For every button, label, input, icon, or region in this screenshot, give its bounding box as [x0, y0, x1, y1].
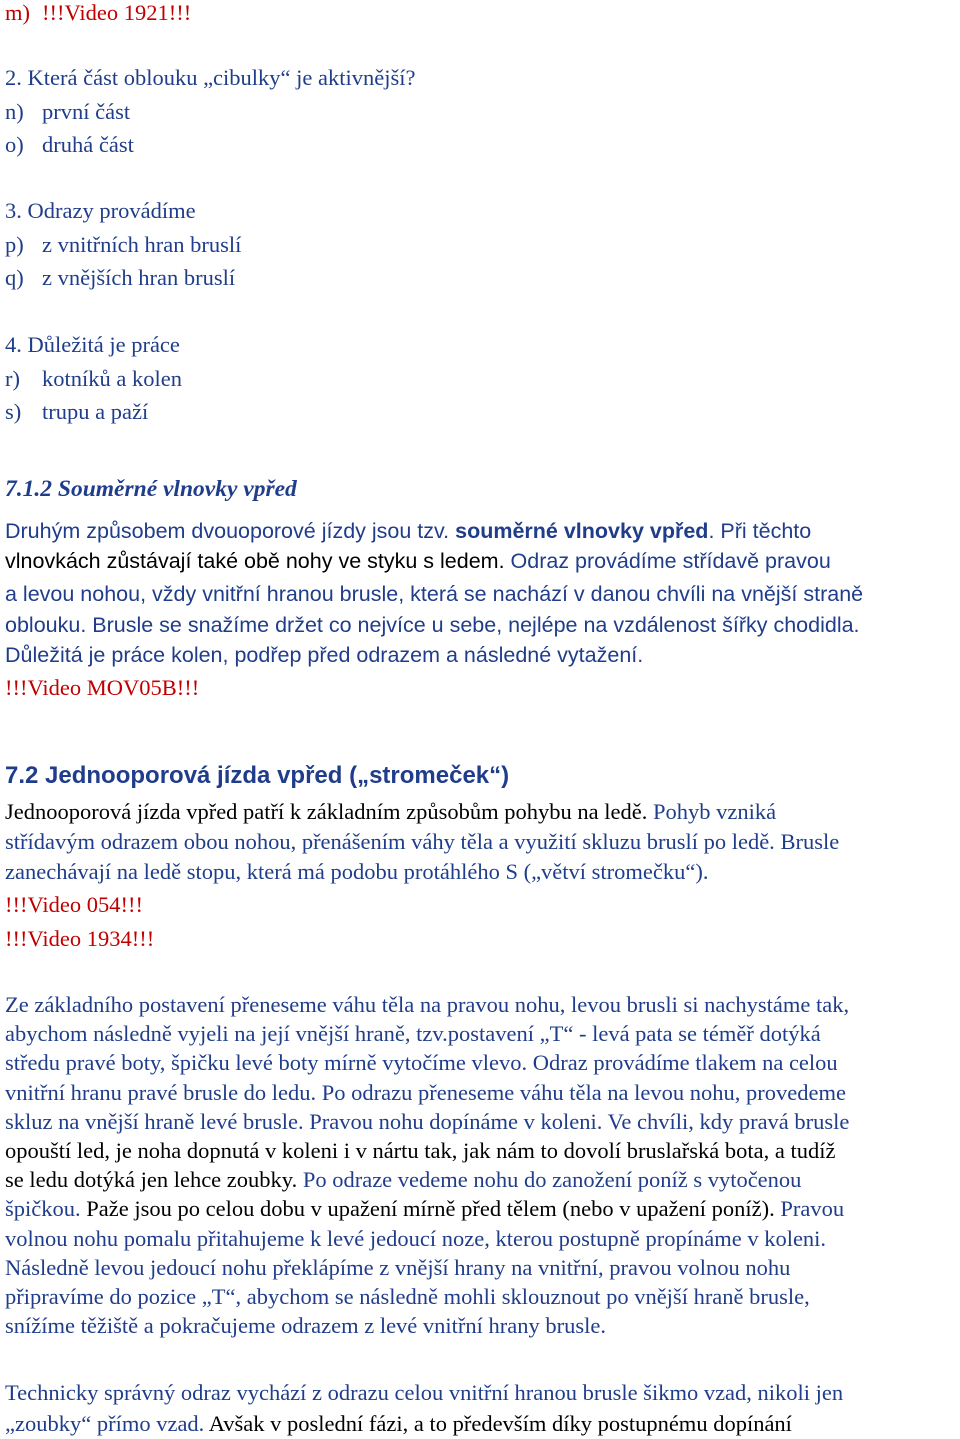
section-number: 7.1.2	[5, 476, 52, 502]
text-run: „zoubky“ přímo vzad.	[5, 1411, 205, 1436]
text-run: Ze základního postavení přeneseme váhu těla na pravou nohu, levou brusli si nachystáme tak,	[5, 992, 850, 1017]
video-reference: !!!Video 1934!!!	[5, 926, 155, 951]
text-run: Pravou nohu dopínáme v koleni.	[303, 1108, 603, 1134]
text-run: Po odraze vedeme nohu do zanožení poníž s vytočenou	[297, 1167, 802, 1193]
text-run: skluz na vnější hraně levé brusle.	[5, 1108, 304, 1134]
term-bold: souměrné vlnovky vpřed	[455, 519, 709, 543]
text-run: Odraz provádíme tlakem na celou	[527, 1050, 838, 1076]
option-letter: q)	[5, 265, 24, 290]
text-run: Brusle	[774, 829, 840, 854]
paragraph-line	[5, 551, 831, 573]
paragraph-line	[5, 1140, 835, 1163]
text-run: vlnovkách zůstávají také obě nohy ve styku s ledem.	[5, 549, 505, 573]
paragraph-line	[5, 615, 860, 637]
text-run: střídavým odrazem obou nohou, přenášením váhy těla a využití skluzu bruslí po ledě.	[5, 829, 775, 854]
quiz-question-4: 4. Důležitá je práce	[5, 332, 180, 357]
text-run: Po odrazu přeneseme váhu těla na levou nohu, provedeme	[316, 1079, 846, 1105]
quiz-question-2: 2. Která část oblouku „cibulky“ je aktivnější?	[5, 65, 416, 90]
option-letter: s)	[5, 399, 22, 424]
option-text: z vnitřních hran bruslí	[42, 232, 242, 257]
text-run: volnou nohu pomalu přitahujeme k levé jedoucí noze, kterou postupně propínáme v koleni.	[5, 1225, 827, 1251]
paragraph-line: zanechávají na ledě stopu, která má podobu protáhlého S („větví stromečku“).	[5, 859, 709, 884]
text-run: špičkou.	[5, 1196, 81, 1222]
text-run: abychom následně vyjeli na její vnější hraně, tzv.postavení „T“ - levá pata se téměř dotýká	[5, 1021, 821, 1047]
paragraph-line	[5, 1286, 810, 1309]
text-run: oblouku.	[5, 613, 87, 637]
option-text: druhá část	[42, 132, 134, 157]
text-run: Druhým způsobem dvouoporové jízdy jsou tzv.	[5, 519, 456, 543]
option-text: trupu a paží	[42, 399, 149, 424]
paragraph-line	[5, 801, 776, 824]
section-heading-712	[5, 478, 297, 502]
text-run: Paže jsou po celou dobu v upažení mírně před tělem (nebo v upažení poníž).	[80, 1196, 775, 1222]
video-reference: !!!Video 054!!!	[5, 892, 143, 917]
paragraph-line	[5, 1108, 850, 1134]
text-run: Odraz provádíme střídavě pravou	[504, 549, 831, 573]
paragraph-line	[5, 1023, 821, 1046]
section-heading-72: 7.2 Jednooporová jízda vpřed („stromeček“)	[5, 762, 510, 789]
text-run: vnitřní hranu pravé brusle do ledu.	[5, 1079, 317, 1105]
text-run: . Při těchto	[708, 519, 812, 543]
video-reference: !!!Video MOV05B!!!	[5, 675, 200, 700]
text-run: Následně levou jedoucí nohu překlápíme z vnější hrany na vnitřní, pravou volnou nohu	[5, 1254, 791, 1280]
text-run: snížíme těžiště a pokračujeme odrazem z levé vnitřní hrany brusle.	[5, 1313, 607, 1339]
paragraph-line	[5, 1254, 791, 1280]
paragraph-line	[5, 1079, 846, 1105]
paragraph-line	[5, 994, 849, 1017]
option-letter: r)	[5, 366, 20, 391]
text-run: Pravou	[774, 1196, 845, 1222]
paragraph-line: Důležitá je práce kolen, podřep před odrazem a následné vytažení.	[5, 643, 644, 667]
option-letter: m)	[5, 0, 30, 25]
text-run: Pohyb vzniká	[647, 799, 777, 824]
option-text: kotníků a kolen	[42, 366, 182, 391]
paragraph-line	[5, 521, 811, 543]
paragraph-line	[5, 1315, 606, 1338]
text-run: Ve chvíli, kdy pravá brusle	[602, 1108, 850, 1134]
option-text: z vnějších hran bruslí	[42, 265, 236, 290]
paragraph-line	[5, 1225, 827, 1251]
paragraph-line	[5, 831, 839, 854]
paragraph-line	[5, 1382, 843, 1405]
option-text: první část	[42, 99, 131, 124]
paragraph-line	[5, 1052, 838, 1075]
section-title: Souměrné vlnovky vpřed	[52, 476, 297, 502]
text-run: Technicky správný odraz vychází z odrazu celou vnitřní hranou brusle šikmo vzad, nikoli jen	[5, 1380, 844, 1405]
paragraph-line	[5, 1413, 792, 1436]
text-run: připravíme do pozice „T“, abychom se následně mohli sklouznout po vnější hraně brusle,	[5, 1284, 810, 1309]
video-reference: !!!Video 1921!!!	[42, 0, 192, 25]
text-run: Jednooporová jízda vpřed patří k základním způsobům pohybu na ledě.	[5, 799, 648, 824]
text-run: Avšak v poslední fázi, a to především díky postupnému dopínání	[204, 1411, 792, 1436]
text-run: Brusle se snažíme držet co nejvíce u sebe, nejlépe na vzdálenost šířky chodidla.	[86, 613, 860, 637]
text-run: opouští led, je noha dopnutá v koleni i v nártu tak, jak nám to dovolí bruslařská bota, a tudíž	[5, 1138, 836, 1163]
option-letter: p)	[5, 232, 24, 257]
quiz-question-3: 3. Odrazy provádíme	[5, 198, 196, 223]
option-letter: n)	[5, 99, 24, 124]
text-run: se ledu dotýká jen lehce zoubky.	[5, 1167, 298, 1193]
paragraph-line: a levou nohou, vždy vnitřní hranou brusle, která se nachází v danou chvíli na vnější straně	[5, 582, 864, 606]
option-letter: o)	[5, 132, 24, 157]
text-run: středu pravé boty, špičku levé boty mírně vytočíme vlevo.	[5, 1050, 528, 1076]
paragraph-line	[5, 1169, 801, 1192]
paragraph-line	[5, 1198, 844, 1221]
